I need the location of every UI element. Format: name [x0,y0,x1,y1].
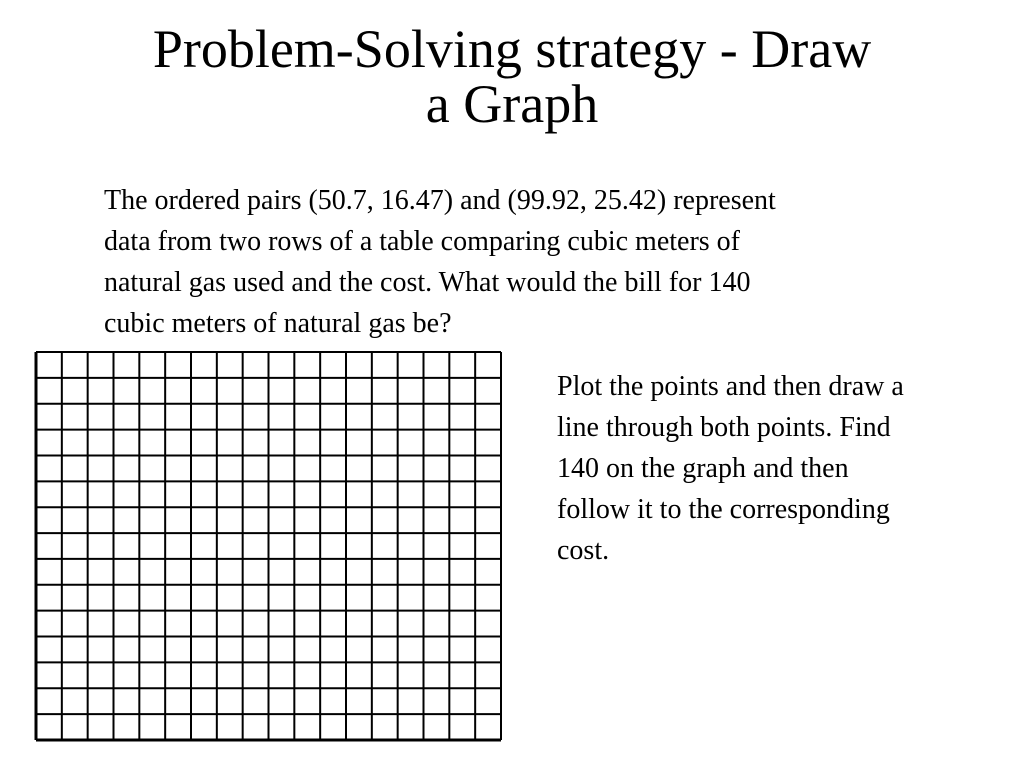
instruction-line-5: cost. [557,535,610,566]
instruction-line-2: line through both points. Find [557,412,891,443]
graph-grid [34,350,503,742]
problem-line-1: The ordered pairs (50.7, 16.47) and (99.92, 25.42) represent [104,185,776,216]
instruction-line-1: Plot the points and then draw a [557,371,904,402]
instructions-text [557,366,997,571]
slide-title [40,19,984,134]
problem-line-2: data from two rows of a table comparing cubic meters of [104,226,741,257]
problem-line-3: natural gas used and the cost. What would the bill for 140 [104,267,751,298]
instruction-line-3: 140 on the graph and then [557,453,849,484]
problem-line-4: cubic meters of natural gas be? [104,308,452,339]
title-line-1: Problem-Solving strategy - Draw [152,19,872,79]
problem-statement [104,180,954,344]
title-line-2: a Graph [425,74,599,134]
instruction-line-4: follow it to the corresponding [557,494,890,525]
